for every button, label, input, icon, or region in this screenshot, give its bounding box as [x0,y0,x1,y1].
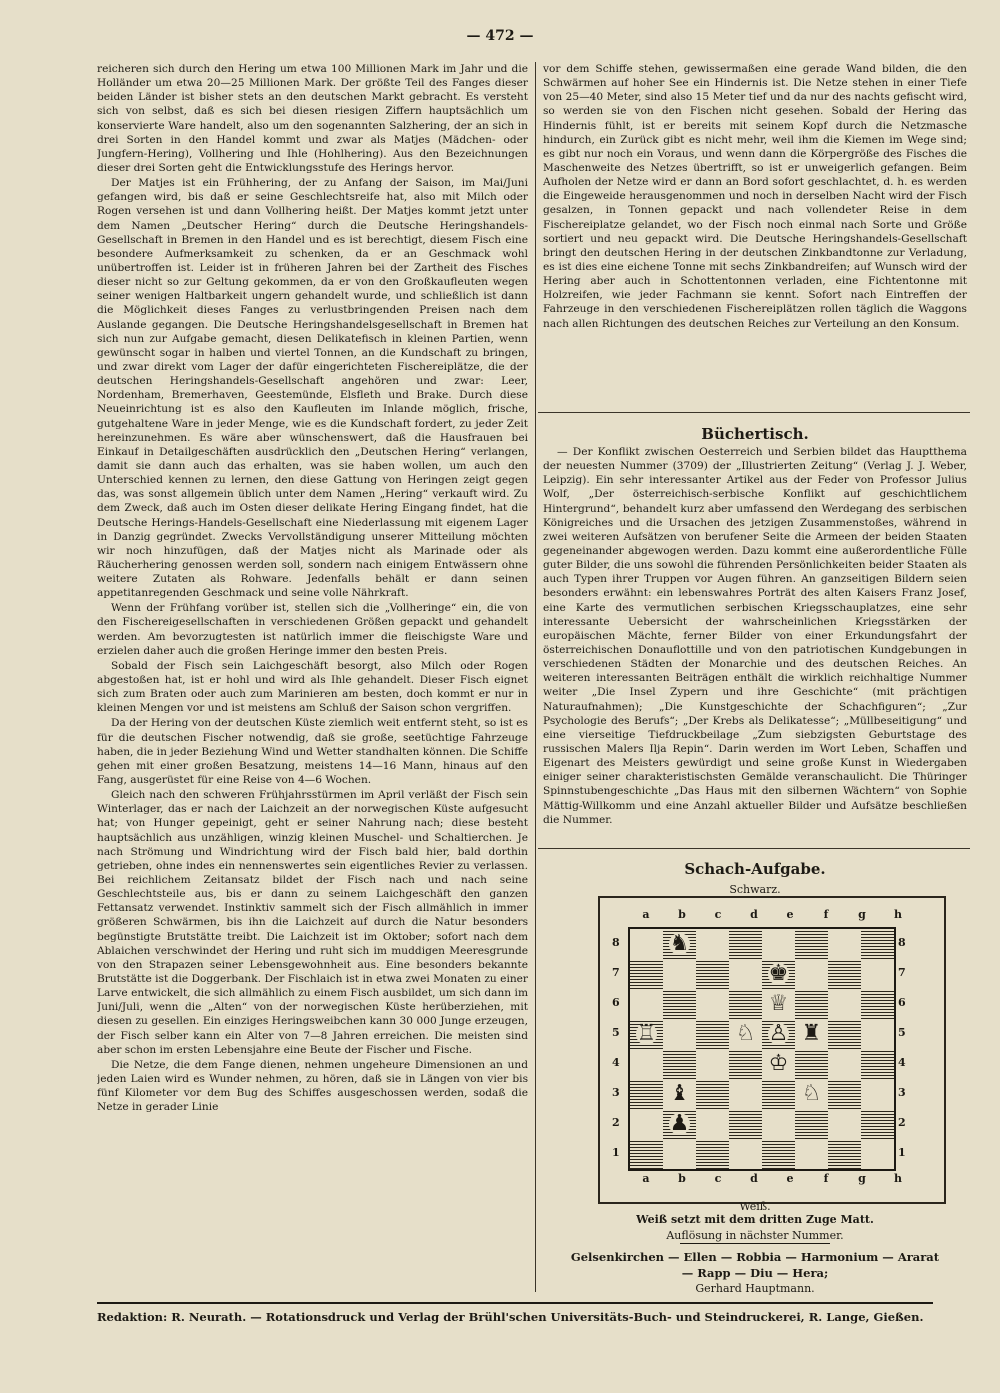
chess-square-b3 [663,1079,696,1109]
chess-square-h7 [861,959,894,989]
chess-piece-b2: ♟ [669,1111,690,1136]
chess-square-g4 [828,1049,861,1079]
file-label: c [714,1172,722,1185]
chess-square-e5 [762,1019,795,1049]
left-paragraph: Die Netze, die dem Fange dienen, nehmen ungeheure Dimensionen an und jeden Laien wird es Wunder nehmen, zu hören, daß sie in Längen von vier bis fünf Kilometer vor dem Bug des Schiffes ausgeschossen werden, sodaß die Netze in gerader Linie [97,1058,528,1114]
chess-square-b5 [663,1019,696,1049]
chess-square-a8 [630,929,663,959]
chess-square-d1 [729,1139,762,1169]
file-label: d [750,1172,758,1185]
rank-label: 2 [612,1115,620,1129]
chess-square-a7 [630,959,663,989]
chess-square-e1 [762,1139,795,1169]
chess-piece-f5: ♜ [801,1021,822,1046]
right-column [543,62,967,407]
rank-label: 3 [612,1085,620,1099]
chess-square-c1 [696,1139,729,1169]
chess-piece-e4: ♔ [768,1051,789,1076]
chess-files-bottom [628,1172,916,1185]
chess-square-d7 [729,959,762,989]
chess-white-label: Weiß. [739,1200,771,1213]
rank-label: 1 [612,1145,620,1159]
file-label: f [823,1172,829,1185]
chess-square-g3 [828,1079,861,1109]
chess-square-b2 [663,1109,696,1139]
chess-square-f1 [795,1139,828,1169]
chess-square-h3 [861,1079,894,1109]
file-label: a [642,908,650,921]
chess-square-d5 [729,1019,762,1049]
left-column [97,62,528,1298]
rank-label: 1 [898,1145,906,1159]
puzzle-author: Gerhard Hauptmann. [695,1282,815,1295]
rank-label: 3 [898,1085,906,1099]
chess-square-h5 [861,1019,894,1049]
left-paragraph: Sobald der Fisch sein Laichgeschäft besorgt, also Milch oder Rogen abgestoßen hat, ist er hohl und wird als Ihle gehandelt. Dieser Fisch eignet sich zum Braten oder auch zum Marinieren am besten, doch kommt er nur in kleinen Mengen vor und ist meistens am Schluß der Saison schon vergriffen. [97,659,528,715]
chess-ranks-right [898,927,906,1167]
chess-square-c5 [696,1019,729,1049]
footer-rule [97,1302,933,1304]
rank-label: 2 [898,1115,906,1129]
rank-label: 8 [612,935,620,949]
section-rule [538,848,970,849]
chess-black-label: Schwarz. [729,883,781,896]
rank-label: 6 [612,995,620,1009]
chess-square-d8 [729,929,762,959]
chess-square-f7 [795,959,828,989]
chess-piece-e5: ♙ [768,1021,789,1046]
chess-square-g2 [828,1109,861,1139]
chess-square-f8 [795,929,828,959]
rank-label: 5 [898,1025,906,1039]
file-label: g [858,908,866,921]
chess-square-f5 [795,1019,828,1049]
file-label: h [894,1172,902,1185]
chess-files-top [628,908,916,921]
rank-label: 7 [612,965,620,979]
left-paragraph: Der Matjes ist ein Frühhering, der zu Anfang der Saison, im Mai/Juni gefangen wird, bis daß er seine Geschlechtsreife hat, also mit Milch oder Rogen versehen ist und dann Vollhering heißt. Der Matjes kommt jetzt unter dem Namen „Deutscher Hering“ durch die Deutsche Heringshandels-Gesellschaft in Bremen in den Handel und es ist berechtigt, diesem Fisch eine besondere Aufmerksamkeit zu schenken, da er an Geschmack wohl unübertroffen ist. Leider ist in früheren Jahren bei der Zartheit des Fisches dieser nicht so zur Geltung gekommen, da er von den Großkaufleuten wegen seiner wenigen Haltbarkeit ungern gehandelt wurde, und schließlich ist dann die Möglichkeit dieses Fanges zu verlustbringenden Preisen nach dem Auslande gegangen. Die Deutsche Heringshandelsgesellschaft in Bremen hat sich nun zur Aufgabe gemacht, diesen Delikatefisch in kleinen Partien, wenn gewünscht sogar in halben und viertel Tonnen, an die Kundschaft zu bringen, und zwar direkt vom Lager der dafür eingerichteten Fischereiplätze, die der deutschen Heringshandels-Gesellschaft angehören und zwar: Leer, Nordenham, Bremerhaven, Geestemünde, Elsfleth und Brake. Durch diese Neueinrichtung ist es also den Kaufleuten im Inlande möglich, frische, gutgehaltene Ware in jeder Menge, wie es die Kundschaft fordert, zu jeder Zeit hereinzunehmen. Es wäre aber wünschenswert, daß die Hausfrauen bei Einkauf in Detailgeschäften ausdrücklich den „Deutschen Hering“ verlangen, damit sie dann auch das erhalten, was sie haben wollen, um auch den Unterschied kennen zu lernen, den diese Gattung von Heringen zeigt gegen das, was sonst allgemein üblich unter dem Namen „Hering“ verkauft wird. Zu dem Zweck, daß auch im Osten dieser delikate Hering Eingang findet, hat die Deutsche Herings-Handels-Gesellschaft eine Niederlassung mit eigenem Lager in Danzig gegründet. Zwecks Vervollständigung unserer Mitteilung möchten wir noch hinzufügen, daß der Matjes nicht als Marinade oder als Räucherhering genossen werden soll, sondern nach einigem Entwässern ohne weitere Zutaten als Rohware. Jedenfalls behält er dann seinen appetitanregenden Geschmack und seine volle Nährkraft. [97,177,528,600]
chess-square-c6 [696,989,729,1019]
chess-square-b7 [663,959,696,989]
chess-square-g8 [828,929,861,959]
chess-square-g6 [828,989,861,1019]
chess-piece-d5: ♘ [735,1021,756,1046]
chess-square-d6 [729,989,762,1019]
chess-square-c4 [696,1049,729,1079]
chess-square-a4 [630,1049,663,1079]
rank-label: 4 [898,1055,906,1069]
chess-solution-note: Auflösung in nächster Nummer. [666,1229,844,1242]
page-number: — 472 — [466,28,534,44]
chess-square-e8 [762,929,795,959]
puzzle-solution [543,1250,967,1281]
chess-square-h8 [861,929,894,959]
puzzle-line-1: Gelsenkirchen — Ellen — Robbia — Harmonium — Ararat [570,1250,940,1264]
left-paragraph: Wenn der Frühfang vorüber ist, stellen sich die „Vollheringe“ ein, die von den Fischereigesellschaften in verschiedenen Größen gepackt und gehandelt werden. Am bevorzugtesten ist natürlich immer die fleischigste Ware und erzielen daher auch die großen Heringe immer den besten Preis. [97,602,528,657]
file-label: b [678,908,686,921]
chess-square-b8 [663,929,696,959]
left-paragraph: reicheren sich durch den Hering um etwa 100 Millionen Mark im Jahr und die Holländer um etwa 20—25 Millionen Mark. Der größte Teil des Fanges dieser beiden Länder ist bisher stets an den deutschen Markt gebracht. Es versteht sich von selbst, daß es sich bei diesen riesigen Ziffern hauptsächlich um konservierte Ware handelt, also um den sogenannten Salzhering, der an sich in drei Sorten in den Handel kommt und zwar als Matjes (Mädchen- oder Jungfern-Hering), Vollhering und Ihle (Hohlhering). Aus den Bezeichnungen dieser drei Sorten geht die Entwicklungsstufe des Herings hervor. [97,63,528,174]
rank-label: 5 [612,1025,620,1039]
chess-square-h6 [861,989,894,1019]
chess-square-e3 [762,1079,795,1109]
chess-square-h1 [861,1139,894,1169]
chess-square-e7 [762,959,795,989]
chess-square-e6 [762,989,795,1019]
chess-piece-e7: ♚ [768,961,789,986]
chess-square-a3 [630,1079,663,1109]
rank-label: 7 [898,965,906,979]
file-label: g [858,1172,866,1185]
chess-square-e2 [762,1109,795,1139]
file-label: e [786,1172,794,1185]
chess-square-b4 [663,1049,696,1079]
chess-square-a2 [630,1109,663,1139]
chess-square-b1 [663,1139,696,1169]
rank-label: 6 [898,995,906,1009]
books-section [543,445,967,840]
chess-square-b6 [663,989,696,1019]
chess-task: Weiß setzt mit dem dritten Zuge Matt. [636,1213,874,1226]
chess-square-d4 [729,1049,762,1079]
file-label: c [714,908,722,921]
chess-square-f2 [795,1109,828,1139]
file-label: h [894,908,902,921]
file-label: d [750,908,758,921]
puzzle-line-2: — Rapp — Diu — Hera; [681,1265,829,1280]
chess-piece-a5: ♖ [636,1021,657,1046]
rank-label: 8 [898,935,906,949]
file-label: f [823,908,829,921]
left-paragraph: Da der Hering von der deutschen Küste ziemlich weit entfernt steht, so ist es für die deutschen Fischer notwendig, daß sie große, seetüchtige Fahrzeuge haben, die in jeder Beziehung Wind und Wetter standhalten können. Die Schiffe gehen mit einer großen Besatzung, meistens 14—16 Mann, hinaus auf den Fang, ausgerüstet für eine Reise von 4—6 Wochen. [97,717,528,787]
solution-underline [680,1243,830,1244]
section-rule [538,412,970,413]
footer-imprint: Redaktion: R. Neurath. — Rotationsdruck und Verlag der Brühl'schen Universitäts-Buch- und Steindruckerei, R. Lange, Gießen. [97,1310,924,1324]
books-text: — Der Konflikt zwischen Oesterreich und Serbien bildet das Hauptthema der neuesten Nummer (3709) der „Illustrierten Zeitung“ (Verlag J. J. Weber, Leipzig). Ein sehr interessanter Artikel aus der Feder von Professor Julius Wolf, „Der österreichisch-serbische Konflikt auf geschichtlichem Hintergrund“, behandelt kurz aber umfassend den Werdegang des serbischen Königreiches und die Ursachen des jetzigen Zusammenstoßes, während in zwei weiteren Aufsätzen von berufener Seite die Armeen der beiden Staaten gegeneinander abgewogen werden. Dazu kommt eine außerordentliche Fülle guter Bilder, die uns sowohl die führenden Persönlichkeiten beider Staaten als auch Typen ihrer Truppen vor Augen führen. An ganzseitigen Bildern seien besonders erwähnt: ein lebenswahres Porträt des alten Kaisers Franz Josef, eine Karte des vermutlichen serbischen Kriegsschauplatzes, eine sehr interessante Uebersicht der wahrscheinlichen Kriegsstärken der europäischen Mächte, ferner Bilder von einer Erkundungsfahrt der österreichischen Donauflottille und von den patriotischen Kundgebungen in verschiedenen Städten der Monarchie und des deutschen Reiches. An weiteren interessanten Beiträgen enthält die wirklich reichhaltige Nummer weiter „Die Insel Zypern und ihre Geschichte“ (mit prächtigen Naturaufnahmen); „Die Kunstgeschichte der Schachfiguren“; „Zur Psychologie des Berufs“; „Der Krebs als Delikatesse“; „Müllbeseitigung“ und eine vierseitige Tiefdruckbeilage „Zum siebzigsten Geburtstage des russischen Malers Ilja Repin“. Darin werden im Wort Leben, Schaffen und Eigenart des Meisters gewürdigt und seine große Kunst in Wiedergaben einiger seiner charakteristischsten Gemälde veranschaulicht. Die Thüringer Spinnstubengeschichte „Das Haus mit den silbernen Wächtern“ von Sophie Mättig-Willkomm und eine Anzahl aktueller Bilder und Aufsätze beschließen die Nummer. [543,446,967,826]
file-label: a [642,1172,650,1185]
chess-square-f4 [795,1049,828,1079]
chess-square-g7 [828,959,861,989]
chess-square-h4 [861,1049,894,1079]
chess-board [628,927,896,1171]
chess-square-f6 [795,989,828,1019]
chess-square-d3 [729,1079,762,1109]
chess-piece-b3: ♝ [669,1081,690,1106]
chess-square-h2 [861,1109,894,1139]
chess-square-c2 [696,1109,729,1139]
chess-square-c8 [696,929,729,959]
chess-square-g1 [828,1139,861,1169]
chess-ranks-left [612,927,620,1167]
chess-square-a1 [630,1139,663,1169]
left-paragraph: Gleich nach den schweren Frühjahrsstürmen im April verläßt der Fisch sein Winterlager, das er nach der Laichzeit an der norwegischen Küste aufgesucht hat; von Hunger gepeinigt, geht er seiner Nahrung nach; diese besteht hauptsächlich aus unzähligen, winzig kleinen Muschel- und Schaltierchen. Je nach Strömung und Windrichtung wird der Fisch bald hier, bald dorthin getrieben, ohne indes ein nennenswertes sein eigentliches Revier zu verlassen. Bei reichlichem Zeitansatz bildet der Fisch nach und nach seine Geschlechtsteile aus, bis er dann zu seinem Laichgeschäft den ganzen Fettansatz verwendet. Instinktiv sammelt sich der Fisch allmählich in immer größeren Schwärmen, bis ihn die Laichzeit auf durch die Natur besonders begünstigte Brutstätte treibt. Die Laichzeit ist im Oktober; sofort nach dem Ablaichen verschwindet der Hering und ruht sich im muddigen Meeresgrunde von den Strapazen seiner Lebensgewohnheit aus. Eine besonders bekannte Brutstätte ist die Doggerbank. Der Fischlaich ist in etwa zwei Monaten zu einer Larve entwickelt, die sich allmählich zu einem Fisch ausbildet, um sich dann im Juni/Juli, wenn die „Alten“ von der norwegischen Küste herüberziehen, mit diesen zu gesellen. Ein einziges Heringsweibchen kann 30 000 Junge erzeugen, der Fisch selber kann ein Alter von 7—8 Jahren erreichen. Die meisten sind aber schon im ersten Lebensjahre eine Beute der Fischer und Fische. [97,789,528,1056]
chess-square-g5 [828,1019,861,1049]
chess-square-c3 [696,1079,729,1109]
chess-square-d2 [729,1109,762,1139]
chess-square-a5 [630,1019,663,1049]
chess-square-c7 [696,959,729,989]
column-divider [535,62,536,1292]
books-heading: Büchertisch. [701,425,809,443]
rank-label: 4 [612,1055,620,1069]
chess-piece-b8: ♞ [669,931,690,956]
chess-square-f3 [795,1079,828,1109]
chess-piece-e6: ♕ [768,991,789,1016]
chess-piece-f3: ♘ [801,1081,822,1106]
chess-square-a6 [630,989,663,1019]
chess-square-e4 [762,1049,795,1079]
chess-title: Schach-Aufgabe. [684,860,826,878]
right-paragraph: vor dem Schiffe stehen, gewissermaßen eine gerade Wand bilden, die den Schwärmen auf hoher See ein Hindernis ist. Die Netze stehen in einer Tiefe von 25—40 Meter, sind also 15 Meter tief und da nur des nachts gefischt wird, so werden sie von den Fischen nicht gesehen. Sobald der Hering das Hindernis fühlt, ist er bereits mit seinem Kopf durch die Netzmasche hindurch, ein Zurück gibt es nicht mehr, weil ihm die Kiemen im Wege sind; es gibt nur noch ein Voraus, und wenn dann die Körpergröße des Fisches die Maschenweite des Netzes übertrifft, so ist er unweigerlich gefangen. Beim Aufholen der Netze wird er dann an Bord sofort geschlachtet, d. h. es werden die Eingeweide herausgenommen und noch in derselben Nacht wird der Fisch gesalzen, in Tonnen gepackt und nach vollendeter Reise in dem Fischereiplatze gelandet, wo der Fisch noch einmal nach Sorte und Größe sortiert und neu gepackt wird. Die Deutsche Heringshandels-Gesellschaft bringt den deutschen Hering in der deutschen Zinkbandtonne zur Verladung, es ist dies eine eichene Tonne mit sechs Zinkbandreifen; auf Wunsch wird der Hering aber auch in Schottentonnen verladen, eine Fichtentonne mit Holzreifen, wie jeder Fachmann sie kennt. Sofort nach Eintreffen der Fahrzeuge in den verschiedenen Fischereiplätzen rollen täglich die Waggons nach allen Richtungen des deutschen Reiches zur Verteilung an den Konsum. [543,63,967,330]
file-label: b [678,1172,686,1185]
file-label: e [786,908,794,921]
